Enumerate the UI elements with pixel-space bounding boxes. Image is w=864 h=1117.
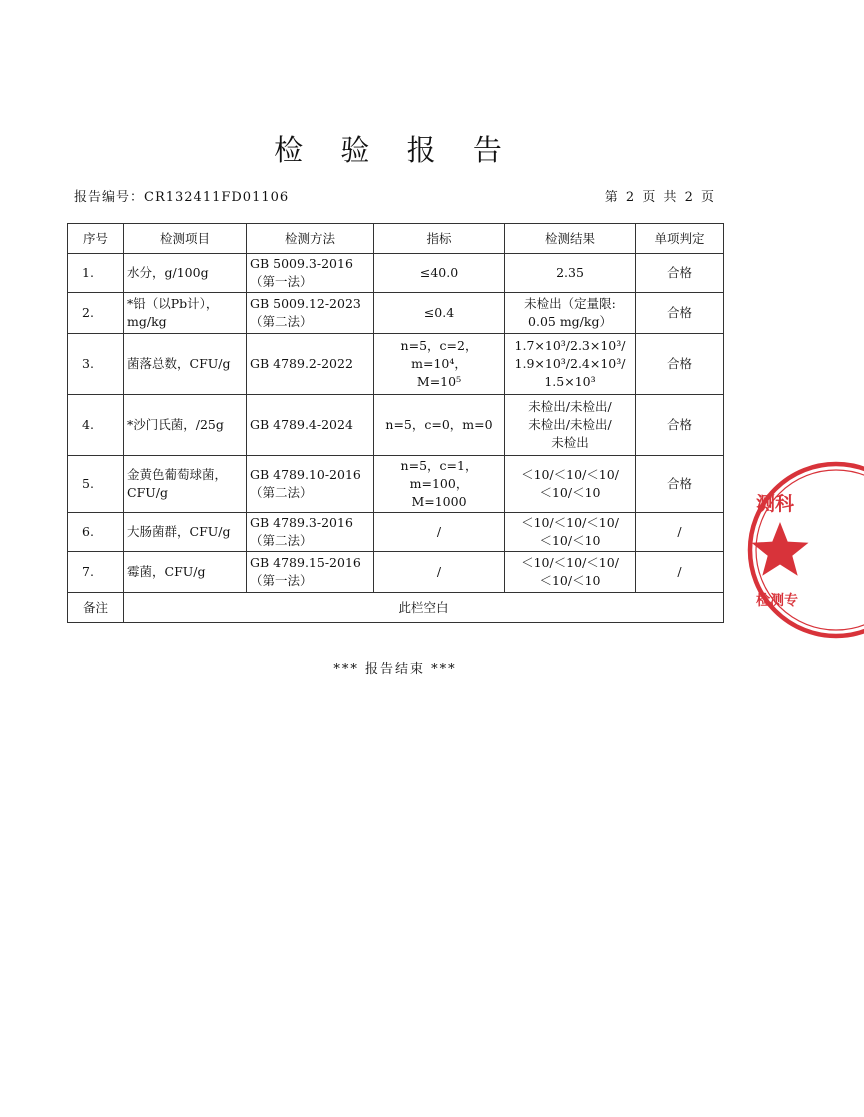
- row-item: [124, 513, 247, 552]
- cell-line: 0.05 mg/kg）: [528, 314, 612, 329]
- row-result: [505, 395, 636, 456]
- cell-line: GB 5009.12-2023: [250, 296, 361, 311]
- cell-line: *铅（以Pb计），: [127, 296, 219, 311]
- row-judgement: 合格: [636, 456, 724, 513]
- header-judgement: 单项判定: [636, 224, 724, 254]
- row-item: [124, 334, 247, 395]
- cell-line: （第一法）: [250, 573, 313, 588]
- row-judgement: 合格: [636, 293, 724, 334]
- cell-line: ＜10/＜10/＜10/: [521, 515, 619, 530]
- cell-line: GB 4789.4-2024: [250, 417, 353, 432]
- cell-line: *沙门氏菌，/25g: [127, 417, 224, 432]
- page-info: 第 2 页 共 2 页: [604, 190, 716, 205]
- cell-line: ＜10/＜10/＜10/: [521, 467, 619, 482]
- cell-line: M=10⁵: [416, 374, 462, 389]
- row-method: [247, 395, 374, 456]
- cell-line: （第二法）: [250, 533, 313, 548]
- cell-line: 1.5×10³: [544, 374, 596, 389]
- row-no: 1.: [68, 254, 124, 293]
- row-item: [124, 254, 247, 293]
- cell-line: （第二法）: [250, 314, 313, 329]
- row-spec: [374, 254, 505, 293]
- table-row: [68, 513, 724, 552]
- cell-line: ＜10/＜10/＜10/: [521, 555, 619, 570]
- row-judgement: 合格: [636, 395, 724, 456]
- cell-line: 金黄色葡萄球菌，: [127, 467, 228, 482]
- header-spec: 指标: [374, 224, 505, 254]
- row-no: 3.: [68, 334, 124, 395]
- remarks-label: 备注: [68, 593, 124, 623]
- cell-line: /: [436, 564, 442, 579]
- row-result: [505, 552, 636, 593]
- cell-line: GB 4789.15-2016: [250, 555, 361, 570]
- cell-line: ＜10/＜10: [539, 533, 601, 548]
- row-method: [247, 552, 374, 593]
- row-spec: [374, 395, 505, 456]
- cell-line: GB 4789.2-2022: [250, 356, 353, 371]
- table-row: [68, 552, 724, 593]
- cell-line: n=5，c=1，m=100，: [400, 458, 478, 491]
- row-result: [505, 293, 636, 334]
- cell-line: ＜10/＜10: [539, 485, 601, 500]
- seal-bottom-text: 检测专: [756, 593, 798, 609]
- row-item: [124, 293, 247, 334]
- row-method: [247, 293, 374, 334]
- cell-line: /: [436, 524, 442, 539]
- header-result: 检测结果: [505, 224, 636, 254]
- table-row: [68, 254, 724, 293]
- row-method: [247, 254, 374, 293]
- row-spec: [374, 513, 505, 552]
- header-item: 检测项目: [124, 224, 247, 254]
- cell-line: 大肠菌群，CFU/g: [127, 524, 231, 539]
- cell-line: CFU/g: [127, 485, 168, 500]
- row-judgement: 合格: [636, 254, 724, 293]
- row-judgement: /: [636, 513, 724, 552]
- remarks-value: 此栏空白: [124, 593, 724, 623]
- cell-line: ＜10/＜10: [539, 573, 601, 588]
- row-judgement: /: [636, 552, 724, 593]
- row-no: 2.: [68, 293, 124, 334]
- row-spec: [374, 293, 505, 334]
- row-result: [505, 254, 636, 293]
- row-no: 4.: [68, 395, 124, 456]
- cell-line: mg/kg: [127, 314, 167, 329]
- report-end-marker: *** 报告结束 ***: [333, 662, 457, 677]
- cell-line: 1.7×10³/2.3×10³/: [514, 338, 626, 353]
- cell-line: 1.9×10³/2.4×10³/: [514, 356, 626, 371]
- row-item: [124, 395, 247, 456]
- table-row: [68, 395, 724, 456]
- header-no: 序号: [68, 224, 124, 254]
- row-spec: [374, 456, 505, 513]
- cell-line: （第二法）: [250, 485, 313, 500]
- cell-line: 未检出/未检出/: [528, 399, 612, 414]
- row-item: [124, 552, 247, 593]
- cell-line: GB 5009.3-2016: [250, 256, 353, 271]
- cell-line: （第一法）: [250, 274, 313, 289]
- document-title: 检 验 报 告: [274, 133, 516, 167]
- row-no: 5.: [68, 456, 124, 513]
- row-spec: [374, 334, 505, 395]
- row-item: [124, 456, 247, 513]
- table-row: [68, 334, 724, 395]
- cell-line: n=5，c=0，m=0: [385, 417, 493, 432]
- row-result: [505, 456, 636, 513]
- inspection-seal: [744, 455, 864, 645]
- report-number: 报告编号：CR132411FD01106: [74, 190, 290, 205]
- seal-top-text: 测科: [756, 493, 795, 515]
- cell-line: 未检出/未检出/: [528, 417, 612, 432]
- row-spec: [374, 552, 505, 593]
- cell-line: 菌落总数，CFU/g: [127, 356, 231, 371]
- cell-line: 未检出（定量限:: [524, 296, 616, 311]
- row-method: [247, 513, 374, 552]
- cell-line: ≤0.4: [423, 305, 455, 320]
- header-method: 检测方法: [247, 224, 374, 254]
- row-result: [505, 513, 636, 552]
- row-result: [505, 334, 636, 395]
- table-row: [68, 456, 724, 513]
- remarks-row: [68, 593, 724, 623]
- cell-line: GB 4789.3-2016: [250, 515, 353, 530]
- row-method: [247, 456, 374, 513]
- row-no: 6.: [68, 513, 124, 552]
- cell-line: 未检出: [551, 435, 589, 450]
- cell-line: n=5，c=2，m=10⁴，: [400, 338, 478, 371]
- cell-line: 水分，g/100g: [127, 265, 209, 280]
- cell-line: ≤40.0: [419, 265, 459, 280]
- row-judgement: 合格: [636, 334, 724, 395]
- row-method: [247, 334, 374, 395]
- seal-star-icon: [752, 522, 809, 576]
- table-header-row: [68, 224, 724, 254]
- table-row: [68, 293, 724, 334]
- cell-line: GB 4789.10-2016: [250, 467, 361, 482]
- row-no: 7.: [68, 552, 124, 593]
- cell-line: M=1000: [411, 494, 467, 509]
- cell-line: 霉菌，CFU/g: [127, 564, 206, 579]
- results-table: [67, 223, 724, 623]
- cell-line: 2.35: [556, 265, 584, 280]
